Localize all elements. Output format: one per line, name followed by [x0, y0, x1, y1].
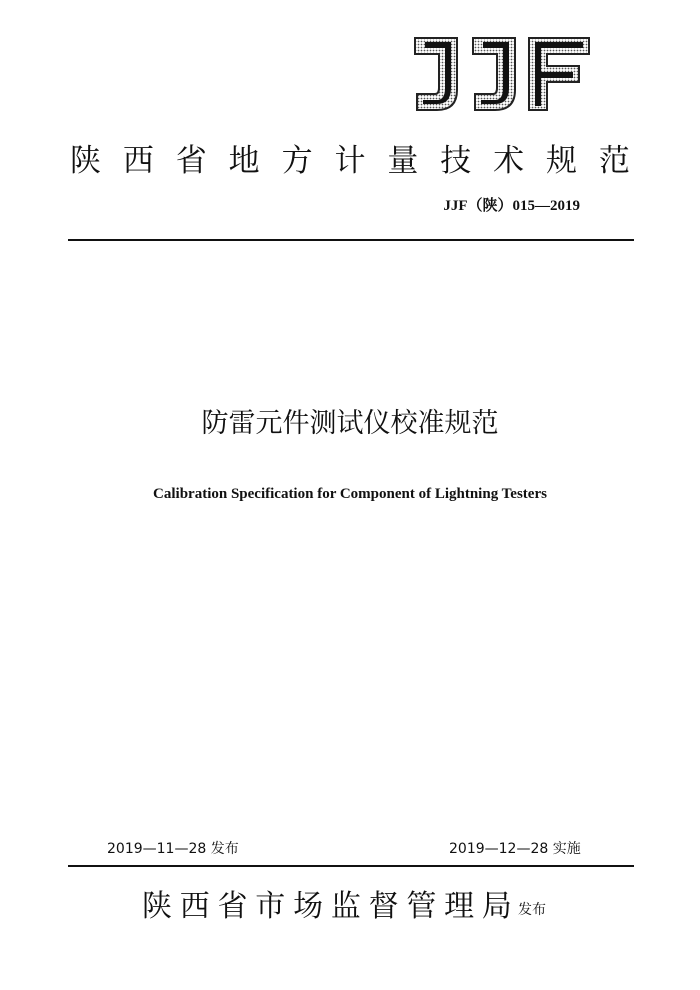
jjf-logo: [405, 34, 593, 114]
standard-number: JJF（陕）015—2019: [443, 198, 580, 214]
issuer-name-char: 局: [481, 889, 512, 924]
header-title-char: 量: [387, 143, 419, 179]
header-title-char: 陕: [70, 143, 101, 179]
issuer-name-char: 管: [406, 889, 437, 924]
issuer-name-char: 监: [330, 889, 361, 924]
document-title: 防雷元件测试仪校准规范: [201, 408, 499, 439]
header-title-char: 计: [334, 143, 366, 179]
header-title-char: 省: [175, 143, 207, 179]
issuer-name-char: 督: [368, 889, 399, 924]
issuer-suffix: 发布: [518, 902, 546, 918]
header-title-char: 范: [598, 143, 630, 179]
jjf-logo-graphic: [405, 34, 593, 114]
logo-letter-f: [529, 38, 589, 110]
issuer-name: [142, 886, 512, 928]
issuer: [142, 884, 562, 928]
issue-date: 2019—11—28 发布: [107, 841, 239, 857]
header-title-char: 规: [546, 143, 578, 179]
bottom-divider: [68, 865, 634, 867]
header-title-char: 地: [228, 143, 260, 179]
header-title-char: 方: [281, 143, 313, 179]
header-title-char: 术: [493, 143, 525, 179]
issuer-name-char: 场: [293, 889, 324, 924]
implementation-date: 2019—12—28 实施: [449, 841, 581, 857]
logo-letter-j2: [473, 38, 515, 110]
issuer-name-char: 陕: [142, 889, 172, 924]
issuer-name-char: 省: [217, 889, 248, 924]
header-title-char: 西: [122, 143, 154, 179]
header-title-char: 技: [440, 143, 472, 179]
header-title: [70, 140, 630, 182]
top-divider: [68, 239, 634, 241]
logo-letter-j1: [415, 38, 457, 110]
issuer-name-char: 西: [179, 889, 210, 924]
issuer-name-char: 理: [444, 889, 475, 924]
document-subtitle: Calibration Specification for Component of Lightning Testers: [153, 486, 547, 502]
issuer-name-char: 市: [255, 889, 286, 924]
